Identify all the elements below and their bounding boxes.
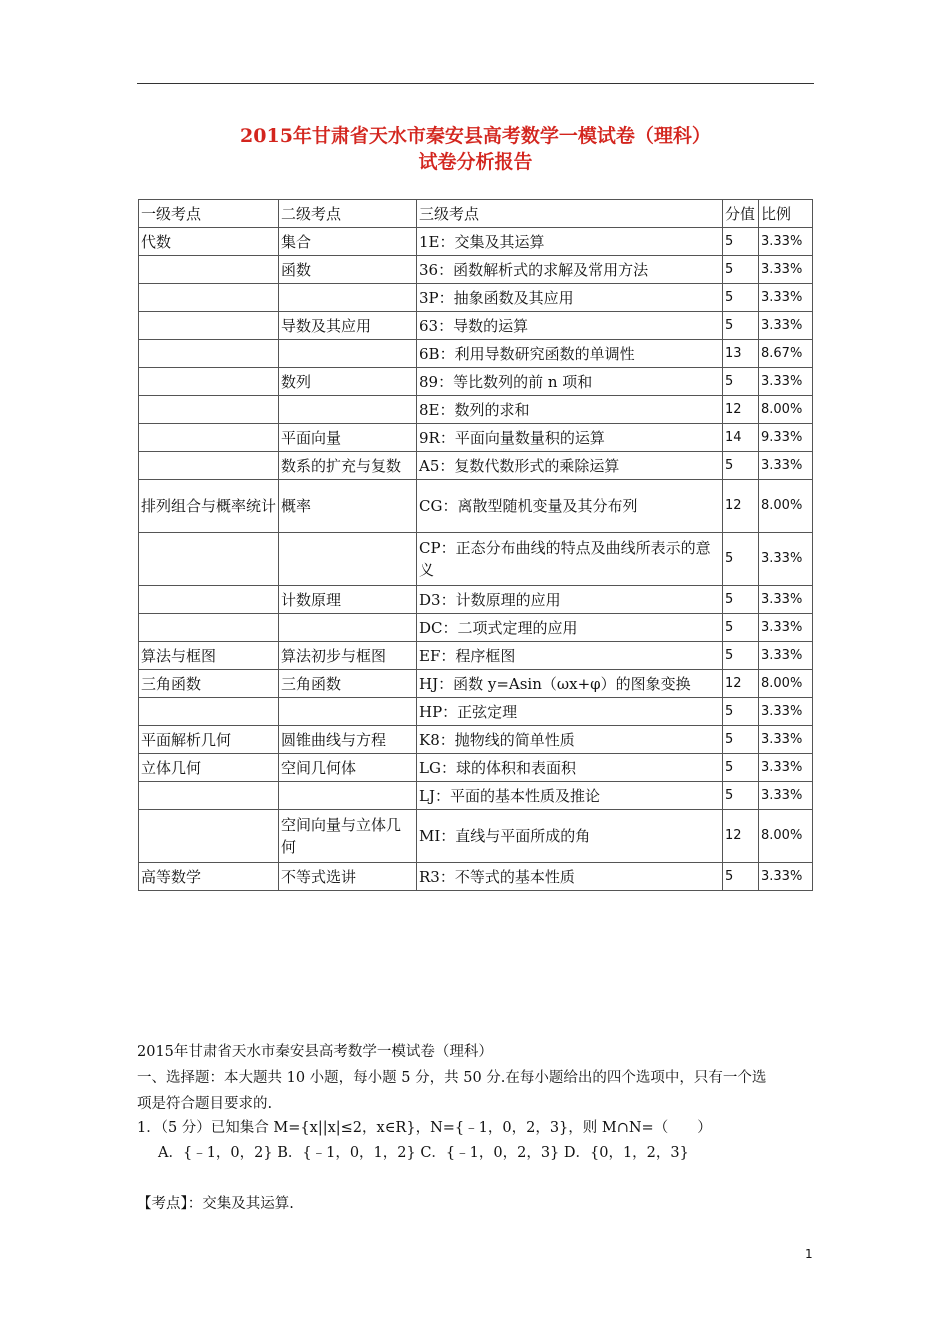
table-row [139,863,813,891]
score-cell: 12 [723,396,759,424]
level2-cell [279,340,417,368]
level3-cell: HJ：函数 y=Asin（ωx+φ）的图象变换 [417,670,723,698]
score-cell: 5 [723,754,759,782]
score-cell: 5 [723,368,759,396]
level3-cell: 63：导数的运算 [417,312,723,340]
header-level3: 三级考点 [417,200,723,228]
header-rule [137,83,814,84]
level1-cell: 平面解析几何 [139,726,279,754]
level2-cell: 导数及其应用 [279,312,417,340]
ratio-cell: 3.33% [759,586,813,614]
level2-cell: 集合 [279,228,417,256]
table-row [139,533,813,586]
level3-cell: 36：函数解析式的求解及常用方法 [417,256,723,284]
level2-cell [279,614,417,642]
header-ratio: 比例 [759,200,813,228]
table-row [139,312,813,340]
table-row [139,368,813,396]
score-cell: 5 [723,228,759,256]
level1-cell [139,396,279,424]
score-cell: 5 [723,782,759,810]
question-1-options: A．{﹣1，0，2} B．{﹣1，0，1，2} C．{﹣1，0，2，3} D．{0，1，2，3} [158,1145,689,1161]
table-row [139,698,813,726]
ratio-cell: 9.33% [759,424,813,452]
ratio-cell: 3.33% [759,698,813,726]
score-cell: 5 [723,863,759,891]
ratio-cell: 3.33% [759,726,813,754]
table-row [139,754,813,782]
level2-cell: 三角函数 [279,670,417,698]
table-row [139,782,813,810]
table-row [139,424,813,452]
level1-cell [139,424,279,452]
score-cell: 14 [723,424,759,452]
level3-cell: 8E：数列的求和 [417,396,723,424]
ratio-cell: 3.33% [759,533,813,586]
table-row [139,340,813,368]
level2-cell [279,396,417,424]
level3-cell: MI：直线与平面所成的角 [417,810,723,863]
level3-cell: A5：复数代数形式的乘除运算 [417,452,723,480]
level2-cell: 算法初步与框图 [279,642,417,670]
ratio-cell: 3.33% [759,284,813,312]
analysis-table [138,199,813,891]
level1-cell [139,810,279,863]
ratio-cell: 3.33% [759,642,813,670]
level2-cell [279,698,417,726]
ratio-cell: 3.33% [759,368,813,396]
ratio-cell: 8.00% [759,480,813,533]
table-row [139,614,813,642]
level1-cell [139,368,279,396]
level3-cell: DC：二项式定理的应用 [417,614,723,642]
table-row [139,586,813,614]
level1-cell [139,452,279,480]
level3-cell: 6B：利用导数研究函数的单调性 [417,340,723,368]
level2-cell: 数列 [279,368,417,396]
level2-cell [279,533,417,586]
level1-cell [139,284,279,312]
ratio-cell: 3.33% [759,863,813,891]
ratio-cell: 3.33% [759,256,813,284]
level3-cell: K8：抛物线的简单性质 [417,726,723,754]
level3-cell: EF：程序框图 [417,642,723,670]
level2-cell [279,782,417,810]
level1-cell [139,698,279,726]
ratio-cell: 3.33% [759,312,813,340]
level1-cell [139,340,279,368]
table-row [139,480,813,533]
level1-cell: 立体几何 [139,754,279,782]
ratio-cell: 3.33% [759,754,813,782]
level2-cell: 空间向量与立体几何 [279,810,417,863]
kaodian-note: 【考点】：交集及其运算. [137,1196,294,1212]
score-cell: 5 [723,256,759,284]
level1-cell: 高等数学 [139,863,279,891]
header-level1: 一级考点 [139,200,279,228]
level2-cell [279,284,417,312]
level3-cell: LJ：平面的基本性质及推论 [417,782,723,810]
level3-cell: CP：正态分布曲线的特点及曲线所表示的意义 [417,533,723,586]
level1-cell [139,782,279,810]
level1-cell [139,312,279,340]
table-row [139,642,813,670]
level1-cell: 三角函数 [139,670,279,698]
level2-cell: 概率 [279,480,417,533]
level3-cell: HP：正弦定理 [417,698,723,726]
level1-cell: 代数 [139,228,279,256]
level2-cell: 计数原理 [279,586,417,614]
ratio-cell: 3.33% [759,782,813,810]
header-level2: 二级考点 [279,200,417,228]
score-cell: 5 [723,726,759,754]
page-number: 1 [805,1247,813,1261]
score-cell: 5 [723,312,759,340]
score-cell: 5 [723,642,759,670]
table-header-row [139,200,813,228]
exam-heading: 2015年甘肃省天水市秦安县高考数学一模试卷（理科） [137,1044,493,1060]
level3-cell: 89：等比数列的前 n 项和 [417,368,723,396]
ratio-cell: 8.00% [759,810,813,863]
level2-cell: 平面向量 [279,424,417,452]
score-cell: 12 [723,670,759,698]
level3-cell: 3P：抽象函数及其应用 [417,284,723,312]
header-score: 分值 [723,200,759,228]
ratio-cell: 8.67% [759,340,813,368]
table-row [139,228,813,256]
score-cell: 13 [723,340,759,368]
level3-cell: 1E：交集及其运算 [417,228,723,256]
ratio-cell: 3.33% [759,614,813,642]
ratio-cell: 3.33% [759,228,813,256]
table-row [139,284,813,312]
level1-cell [139,256,279,284]
level2-cell: 圆锥曲线与方程 [279,726,417,754]
table-row [139,670,813,698]
section-instructions-line2: 项是符合题目要求的. [137,1096,273,1112]
question-1: 1．（5 分）已知集合 M={x||x|≤2，x∈R}，N={﹣1，0，2，3}，则 M∩N=（ ） [137,1120,712,1136]
level2-cell: 空间几何体 [279,754,417,782]
score-cell: 5 [723,284,759,312]
ratio-cell: 3.33% [759,452,813,480]
level3-cell: R3：不等式的基本性质 [417,863,723,891]
level1-cell: 排列组合与概率统计 [139,480,279,533]
level3-cell: CG：离散型随机变量及其分布列 [417,480,723,533]
level1-cell: 算法与框图 [139,642,279,670]
level2-cell: 函数 [279,256,417,284]
level1-cell [139,614,279,642]
level1-cell [139,533,279,586]
score-cell: 5 [723,586,759,614]
level3-cell: D3：计数原理的应用 [417,586,723,614]
ratio-cell: 8.00% [759,670,813,698]
level3-cell: 9R：平面向量数量积的运算 [417,424,723,452]
table-row [139,396,813,424]
level1-cell [139,586,279,614]
level2-cell: 数系的扩充与复数 [279,452,417,480]
score-cell: 5 [723,533,759,586]
level3-cell: LG：球的体积和表面积 [417,754,723,782]
ratio-cell: 8.00% [759,396,813,424]
document-title: 2015年甘肃省天水市秦安县高考数学一模试卷（理科） [240,125,711,147]
table-row [139,726,813,754]
table-row [139,452,813,480]
table-row [139,256,813,284]
score-cell: 12 [723,810,759,863]
score-cell: 5 [723,698,759,726]
score-cell: 5 [723,452,759,480]
score-cell: 5 [723,614,759,642]
table-row [139,810,813,863]
level2-cell: 不等式选讲 [279,863,417,891]
document-subtitle: 试卷分析报告 [418,151,533,173]
score-cell: 12 [723,480,759,533]
section-instructions-line1: 一、选择题：本大题共 10 小题，每小题 5 分，共 50 分.在每小题给出的四个选项中，只有一个选 [137,1070,767,1086]
